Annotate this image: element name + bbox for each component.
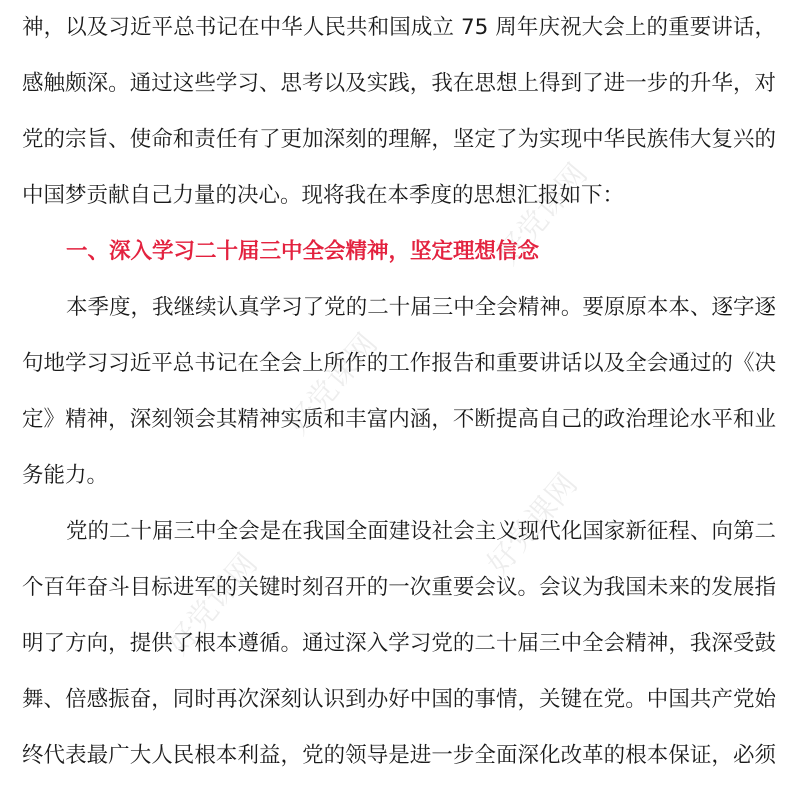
paragraph-line: 个百年奋斗目标进军的关键时刻召开的一次重要会议。会议为我国未来的发展指	[22, 575, 776, 600]
paragraph-line: 句地学习习近平总书记在全会上所作的工作报告和重要讲话以及全会通过的《决	[22, 351, 776, 376]
watermark: 好党课网	[480, 467, 585, 582]
watermark: 好党课网	[160, 547, 265, 662]
watermark: 好党课网	[490, 157, 595, 272]
paragraph-line: 神，以及习近平总书记在中华人民共和国成立 75 周年庆祝大会上的重要讲话，	[22, 15, 776, 40]
watermark: 好党课网	[280, 327, 385, 442]
paragraph-line: 本季度，我继续认真学习了党的二十届三中全会精神。要原原本本、逐字逐	[66, 295, 776, 320]
section-heading: 一、深入学习二十届三中全会精神，坚定理想信念	[66, 239, 540, 264]
paragraph-line: 务能力。	[22, 463, 109, 488]
paragraph-line: 定》精神，深刻领会其精神实质和丰富内涵，不断提高自己的政治理论水平和业	[22, 407, 776, 432]
paragraph-line: 明了方向，提供了根本遵循。通过深入学习党的二十届三中全会精神，我深受鼓	[22, 631, 776, 656]
paragraph-line: 党的宗旨、使命和责任有了更加深刻的理解，坚定了为实现中华民族伟大复兴的	[22, 127, 776, 152]
paragraph-line: 党的二十届三中全会是在我国全面建设社会主义现代化国家新征程、向第二	[66, 519, 776, 544]
paragraph-line: 感触颇深。通过这些学习、思考以及实践，我在思想上得到了进一步的升华，对	[22, 71, 776, 96]
paragraph-line: 中国梦贡献自己力量的决心。现将我在本季度的思想汇报如下：	[22, 183, 625, 208]
paragraph-line: 终代表最广大人民根本利益，党的领导是进一步全面深化改革的根本保证，必须	[22, 743, 776, 768]
paragraph-line: 舞、倍感振奋，同时再次深刻认识到办好中国的事情，关键在党。中国共产党始	[22, 687, 776, 712]
